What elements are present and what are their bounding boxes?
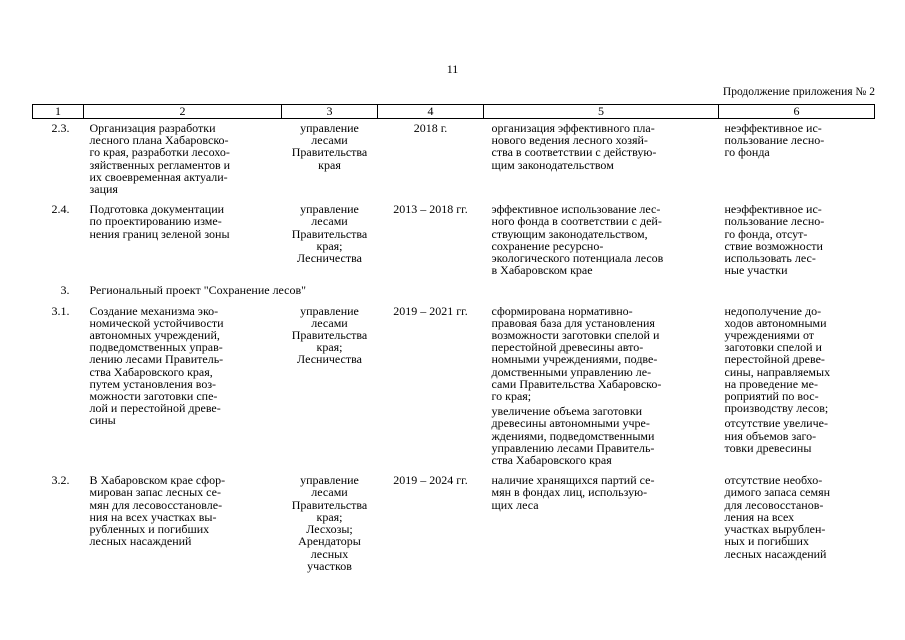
header-cell: 1 <box>33 105 84 119</box>
result-text: сформирована нормативно- правовая база для установления возможности заготовки спелой и перестойной древесины авто- номными учреждениями, подве- домственными управлению ле- сами Правительства Хабаровско- го края; <box>491 303 662 404</box>
header-cell: 6 <box>719 105 875 119</box>
row-number: 2.4. <box>51 202 70 217</box>
table-row <box>33 119 875 196</box>
consequence-text: отсутствие необхо- димого запаса семян для лесовосстанов- ления на всех участках вырублен- ных и погибших лесных насаждений <box>724 473 831 561</box>
row-number: 2.3. <box>51 121 70 135</box>
executor-text: управление лесами Правительства края <box>291 121 368 172</box>
table-row <box>33 297 875 467</box>
table-row <box>33 466 875 572</box>
executor-text: управление лесами Правительства края; Лесничества <box>291 303 368 367</box>
measure-text: Подготовка документации по проектированию изме- нения границ зеленой зоны <box>89 202 230 241</box>
header-row <box>33 105 875 119</box>
header-cell: 2 <box>84 105 282 119</box>
result-cell <box>484 297 719 467</box>
consequence-text: недополучение до- ходов автономными учреждениями от заготовки спелой и перестойной древе- сины, направляемых на проведение ме- роприятий по вос- производству лесов; <box>724 303 831 416</box>
measure-text: Организация разработки лесного плана Хабаровско- го края, разработки лесохо- зяйственных регламентов и их своевременная актуали- зация <box>89 121 231 197</box>
measure-text: Создание механизма эко- номической устойчивости автономных учреждений, подведомственных управ- лению лесами Правитель- ства Хабаровского края, путем установления воз- можности заготовки спе- лой и перестойной древе- сины <box>89 303 224 428</box>
result-text: наличие хранящихся партий се- мян в фондах лиц, использую- щих леса <box>491 473 655 512</box>
executor-text: управление лесами Правительства края; Лесхозы; Арендаторы лесных участков <box>291 473 368 573</box>
row-number: 3.2. <box>51 473 70 488</box>
table-row <box>33 195 875 276</box>
period-text: 2019 – 2021 гг. <box>393 303 468 318</box>
result-text-secondary: увеличение объема заготовки древесины автономными учре- ждениями, подведомственными управлению лесами Правитель- ства Хабаровского края <box>491 404 655 468</box>
executor-text: управление лесами Правительства края; Лесничества <box>291 202 368 266</box>
period-text: 2018 г. <box>413 121 448 135</box>
header-cell: 4 <box>378 105 484 119</box>
consequence-text: неэффективное ис- пользование лесно- го фонда, отсут- ствие возможности использовать лес- ные участки <box>724 202 825 278</box>
measure-text: В Хабаровском крае сфор- мирован запас лесных се- мян для лесовосстановле- ния на всех участках вы- рубленных и погибших лесных насаждений <box>89 473 226 549</box>
section-number: 3. <box>60 283 70 298</box>
section-row <box>33 276 875 296</box>
consequence-text: неэффективное ис- пользование лесно- го фонда <box>724 121 825 160</box>
section-title: Региональный проект "Сохранение лесов" <box>89 283 307 298</box>
period-text: 2019 – 2024 гг. <box>393 473 468 488</box>
row-number: 3.1. <box>51 303 70 318</box>
header-cell: 5 <box>484 105 719 119</box>
result-text: организация эффективного пла- нового ведения лесного хозяй- ства в соответствии с действую- щим законодательством <box>491 121 657 172</box>
consequence-text-secondary: отсутствие увеличе- ния объемов заго- товки древесины <box>724 416 828 455</box>
result-text: эффективное использование лес- ного фонда в соответствии с дей- ствующим законодательством, сохранение ресурсно- экологического потенциала лесов в Хабаровском крае <box>491 202 664 278</box>
header-cell: 3 <box>282 105 378 119</box>
consequence-cell <box>719 297 875 467</box>
measures-table <box>32 104 875 572</box>
period-text: 2013 – 2018 гг. <box>393 202 468 217</box>
page-number: 11 <box>446 62 459 76</box>
appendix-label: Продолжение приложения № 2 <box>722 86 875 98</box>
